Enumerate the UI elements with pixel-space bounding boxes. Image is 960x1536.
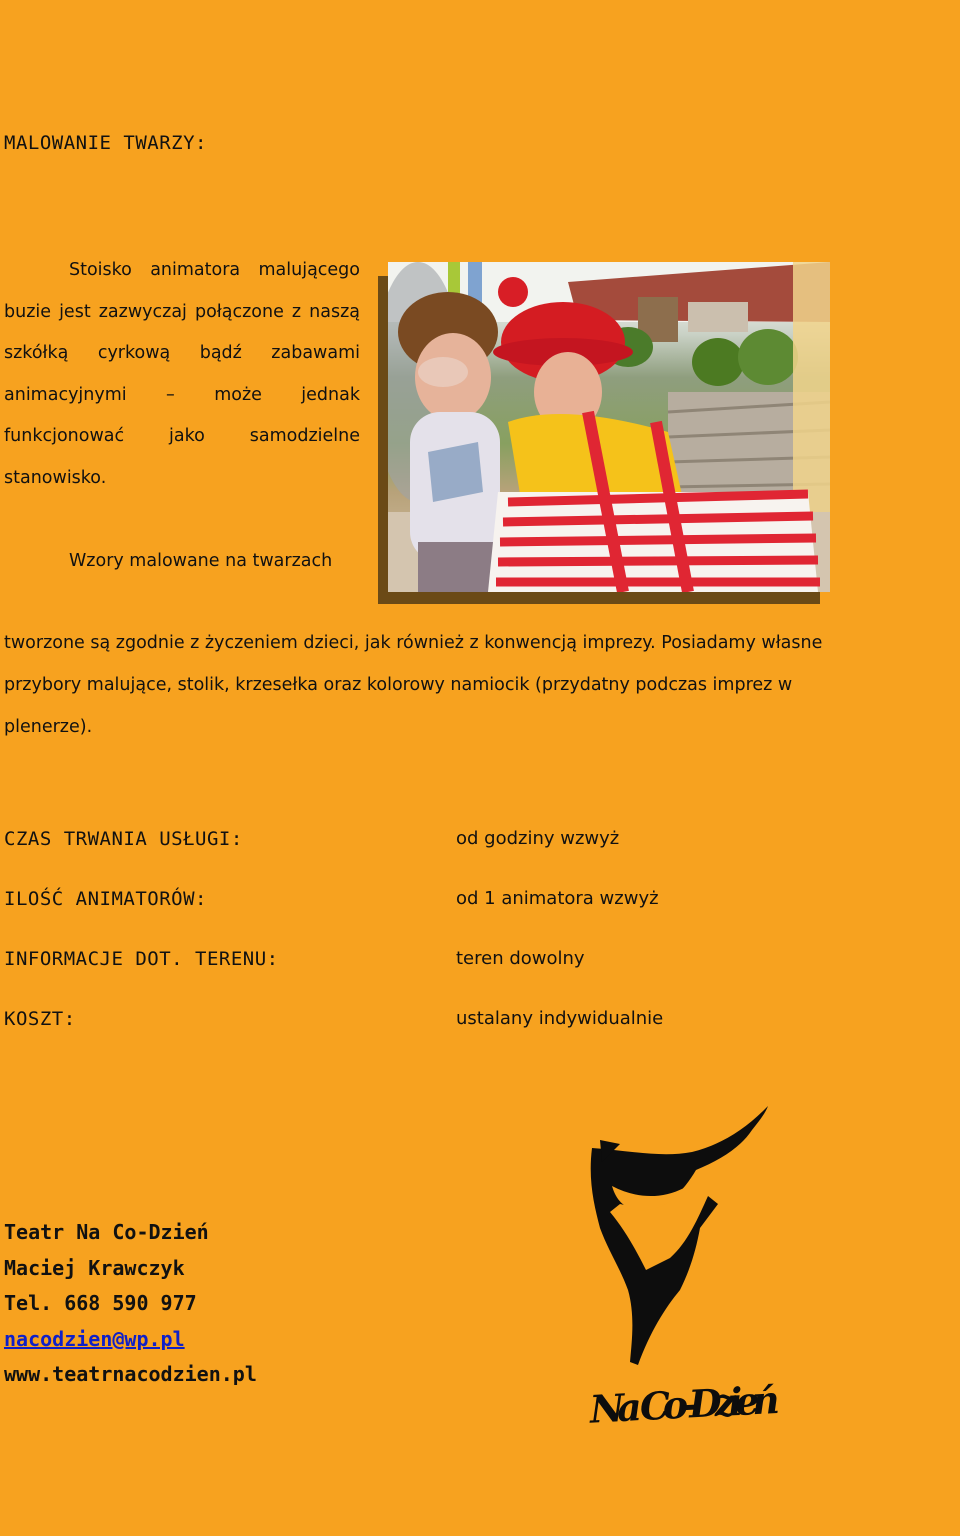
email-link[interactable]: nacodzien@wp.pl — [4, 1326, 185, 1351]
detail-label: ILOŚĆ ANIMATORÓW: — [4, 888, 207, 910]
intro-text — [4, 250, 360, 582]
detail-row-cost — [4, 1008, 904, 1068]
service-details — [4, 828, 904, 1068]
detail-label: CZAS TRWANIA USŁUGI: — [4, 828, 243, 850]
page-heading: MALOWANIE TWARZY: — [4, 132, 207, 154]
detail-value: od godziny wzwyż — [456, 828, 620, 849]
detail-value: teren dowolny — [456, 948, 585, 969]
phone-number: Tel. 668 590 977 — [4, 1291, 197, 1315]
theatre-mask-icon — [580, 1100, 790, 1440]
intro-paragraph: Stoisko animatora malującego buzie jest zazwyczaj połączone z naszą szkółką cyrkową bądź zabawami animacyjnymi – może jednak funkcjonować jako samodzielne stanowisko. — [4, 260, 360, 488]
intro-paragraph-2-continued: tworzone są zgodnie z życzeniem dzieci, jak również z konwencją imprezy. Posiadamy własne przybory malujące, stolik, krzesełka oraz kolorowy namiocik (przydatny podczas imprez w plenerze). — [4, 633, 823, 737]
intro-paragraph-2-start: Wzory malowane na twarzach — [69, 550, 333, 571]
detail-label: KOSZT: — [4, 1008, 76, 1030]
contact-person: Maciej Krawczyk — [4, 1255, 185, 1280]
company-name: Teatr Na Co-Dzień — [4, 1220, 209, 1244]
company-logo — [580, 1100, 790, 1440]
logo-text: Na Co-Dzień — [588, 1376, 781, 1432]
face-painting-photo — [388, 262, 830, 592]
website-url: www.teatrnacodzien.pl — [4, 1362, 257, 1386]
detail-row-duration — [4, 828, 904, 888]
detail-row-animators — [4, 888, 904, 948]
detail-label: INFORMACJE DOT. TERENU: — [4, 948, 279, 970]
contact-block — [4, 1215, 257, 1393]
detail-value: od 1 animatora wzwyż — [456, 888, 659, 909]
detail-value: ustalany indywidualnie — [456, 1008, 664, 1029]
detail-row-terrain — [4, 948, 904, 1008]
